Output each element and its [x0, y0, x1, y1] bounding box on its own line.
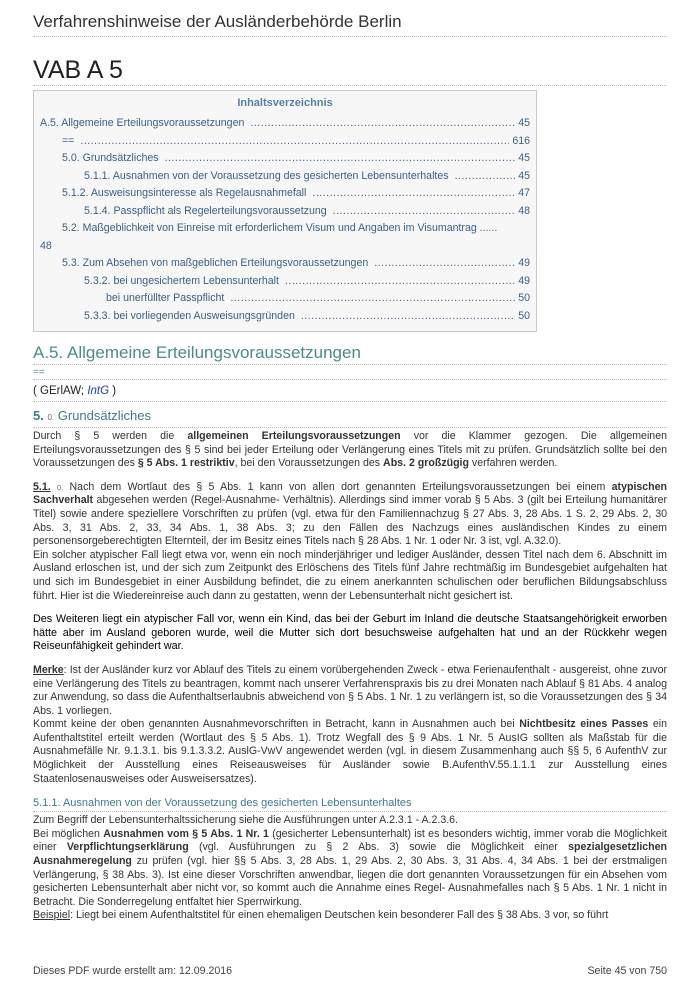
text: , bei den Voraussetzungen des [234, 457, 384, 470]
toc-leader [455, 168, 516, 186]
toc-link-text: 5.1.1. Ausnahmen von der Voraussetzung des gesicherten Lebensunterhaltes [84, 169, 449, 182]
paragraph-number: 5.1. [33, 480, 51, 493]
page-title: VAB A 5 [33, 56, 123, 84]
toc-leader [312, 185, 515, 203]
toc-page: 45 [518, 117, 530, 129]
toc-link-text: A.5. Allgemeine Erteilungsvoraussetzungen [40, 117, 245, 129]
text: (gesicherter Lebensunterhalt) ist es besonders wichtig, immer vorab die Möglichkeit einer [33, 827, 667, 854]
paragraph-5-1 [33, 481, 667, 549]
toc-link-5-3[interactable] [40, 255, 530, 273]
toc-link-text: bei unerfüllter Passpflicht [106, 292, 225, 304]
subheading-title: Grundsätzliches [57, 408, 151, 423]
document-header: Verfahrenshinweise der Ausländerbehörde Berlin [33, 12, 402, 31]
title-divider [33, 85, 667, 86]
toc-link-5-1-2[interactable] [40, 185, 530, 203]
toc-page: 45 [518, 169, 530, 182]
text: Kommt keine der oben genannten Ausnahmevorschriften in Betracht, kann in Ausnahmen auch bei [33, 718, 520, 731]
text-bold: Verpflichtungserklärung [66, 841, 189, 854]
toc-page: 47 [518, 187, 530, 199]
table-of-contents [33, 90, 537, 332]
text: Nach dem Wortlaut des § 5 Abs. 1 kann von allen dort genannten Erteilungsvoraussetzungen bei einem [63, 480, 612, 493]
toc-link-text: 5.0. Grundsätzliches [62, 152, 159, 164]
toc-link-text: 5.1.4. Passpflicht als Regelerteilungsvoraussetzung [84, 204, 327, 217]
text-bold: § 5 Abs. 1 restriktiv [137, 457, 235, 470]
toc-link-5-1-4[interactable] [40, 203, 530, 221]
paragraph-atypical-case: Ein solcher atypischer Fall liegt etwa vor, wenn ein noch minderjähriger und lediger Ausländer, dessen Titel nach dem 6. Abschnitt im Ausland erloschen ist, und der sich zum Zeitpunkt des Erlöschens des Titels fünf Jahre rechtmäßig im Bundesgebiet aufgehalten hat und sich im Bundesgebiet in einer Ausbildung befindet, die zu einem anerkannten schulischen oder beruflichen Bildungsabschluss führt. Hier ist die Wiedereinreise auch dann zu gestatten, wenn der Lebensunterhalt nicht gesichert ist. [33, 548, 667, 602]
toc-link-text: 5.1.2. Ausweisungsinteresse als Regelausnahmefall [62, 187, 307, 199]
text: zu prüfen (vgl. hier §§ 5 Abs. 3, 28 Abs. 1, 29 Abs. 2, 30 Abs. 3, 31 Abs. 4, 34 Abs. 1 bei der erstmaligen Verlängerung, § 38 Abs. 3). Ist eine dieser Vorschriften anwendbar, liegen die dort genannten Voraussetzungen für ein Absehen vom gesicherten Lebensunterhalt aber nicht vor, so kommt auch die Annahme eines Regel- Ausnahmefalles nach § 5 Abs. 1 Nr. 1 nicht in Betracht. Die Sonderregelung entfaltet hier Sperrwirkung. [33, 855, 667, 908]
toc-page: 50 [518, 292, 530, 304]
paragraph-exceptions [33, 828, 667, 910]
footer-page-number: Seite 45 von 750 [587, 965, 667, 977]
subheading-small-number: 0. [47, 413, 55, 422]
text-bold: allgemeinen Erteilungsvoraussetzungen [187, 430, 401, 442]
text-bold: Nichtbesitz eines Passes [519, 718, 649, 731]
toc-leader [250, 115, 515, 133]
toc-title: Inhaltsverzeichnis [237, 97, 333, 109]
toc-leader [374, 255, 515, 273]
toc-leader [230, 290, 515, 308]
text: vor die Klammer gezogen. Die allgemeinen Erteilungsvoraussetzungen des § 5 sind bei jeder Erteilung oder Verlängerung eines Titels mit zu prüfen. Grundsätzlich sollte bei den Voraussetzungen des [33, 430, 667, 470]
toc-link-text: 5.3. Zum Absehen von maßgeblichen Erteilungsvoraussetzungen [62, 257, 369, 269]
paragraph-intro [33, 430, 667, 471]
eq-divider [33, 379, 667, 380]
toc-page: 49 [518, 257, 530, 269]
page-footer [33, 965, 667, 977]
text: : Ist der Ausländer kurz vor Ablauf des Titels zu einem vorübergehenden Zweck - etwa Ferienaufenthalt - ausgereist, ohne zuvor eine Verlängerung des Titels zu beantragen, kommt nach unserer Verfahrenspraxis bis zu drei Monaten nach Ablauf § 81 Abs. 4 analog zur Anwendung, so dass die Aufenthaltserlaubnis abweichend von § 5 Abs. 1 Nr. 1 zu verlängern ist, so die Voraussetzungen des § 34 Abs. 1 vorliegen. [33, 663, 667, 717]
text: (vgl. Ausführungen zu § 2 Abs. 3) sowie die Möglichkeit einer [188, 841, 569, 854]
intg-link[interactable]: IntG [87, 385, 110, 397]
toc-page: 616 [512, 134, 530, 147]
header-divider [33, 36, 667, 37]
text: Bei möglichen [33, 827, 104, 840]
toc-leader [165, 150, 516, 168]
toc-page: 48 [40, 239, 52, 252]
text: abgesehen werden (Regel-Ausnahme- Verhältnis). Allerdings sind immer vorab § 5 Abs. 3 (gilt bei Erteilung humanitärer Titel) sowie andere speziellere Vorschriften zu prüfen (vgl. etwa für den Familiennachzug § 27 Abs. 3, 28 Abs. 1 S. 2, 29 Abs. 2, 30 Abs. 3, 31 Abs. 2, 33, 34 Abs. 1, 38 Abs. 3; zu den Fällen des Nachzugs eines ausländischen Kindes zu einem personensorgeberechtigten Elternteil, der im Besitz eines Titels nach § 28 Abs. 1 Nr. 1 oder Nr. 3 ist, vgl. A.32.0). [33, 494, 667, 548]
paragraph-birth-case: Des Weiteren liegt ein atypischer Fall vor, wenn ein Kind, das bei der Geburt im Inland die deutsche Staatsangehörigkeit erworben hätte aber im Ausland geboren wurde, weil die Mutter sich dort besuchsweise aufgehalten hat und an der Rückkehr wegen Reiseunfähigkeit gehindert war. [33, 613, 667, 653]
text-bold: atypischen Sachverhalt [33, 480, 667, 507]
toc-link-a5[interactable] [40, 115, 530, 133]
paragraph-small-number: 0. [56, 482, 64, 492]
toc-leader [285, 273, 515, 291]
section-heading: A.5. Allgemeine Erteilungsvoraussetzungen [33, 343, 361, 362]
toc-page: 48 [518, 204, 530, 217]
toc-link-text: == [62, 134, 75, 147]
toc-page: 50 [518, 309, 530, 322]
subheading-number: 5. [33, 408, 44, 423]
subheading-5-1-1: 5.1.1. Ausnahmen von der Voraussetzung des gesicherten Lebensunterhaltes [33, 797, 412, 810]
toc-page: 49 [518, 274, 530, 287]
toc-leader [333, 203, 516, 221]
text: Durch § 5 werden die [33, 430, 188, 442]
toc-link-5-3-2[interactable] [40, 273, 530, 291]
paragraph-merke [33, 664, 667, 718]
paragraph-lebensunterhalt: Zum Begriff der Lebensunterhaltssicherung siehe die Ausführungen unter A.2.3.1 - A.2.3.6. [33, 814, 459, 827]
citation-open: ( GErlAW; [33, 385, 88, 397]
toc-link-5-1-1[interactable] [40, 168, 530, 186]
toc-link-5-3-3[interactable] [40, 308, 530, 326]
toc-link-text: 5.2. Maßgeblichkeit von Einreise mit erforderlichem Visum und Angaben im Visumantrag ...... [62, 222, 498, 234]
cite-divider [33, 401, 667, 402]
paragraph-passport [33, 718, 667, 786]
document-page [33, 0, 667, 923]
toc-link-5-0[interactable] [40, 150, 530, 168]
text-bold: spezialgesetzlichen Ausnahmeregelung [33, 841, 667, 868]
toc-leader [80, 133, 509, 151]
citation-close: ) [109, 385, 117, 397]
text: ein Aufenthaltstitel erteilt werden (Wortlaut des § 5 Abs. 1). Trotz Wegfall des § 9 Abs. 1 Nr. 5 AusIG sollten als Maßstab für die Ausnahmefälle Nr. 9.1.3.1. bis 9.1.3.3.2. AuslG-VwV angewendet werden (vgl. in diesem Zusammenhang auch §§ 5, 6 AufenthV zur Möglichkeit der Ausstellung eines Reiseausweises für Ausländer sowie B.AufenthV.55.1.1.1 zur Ausstellung eines Staatenlosenausweises oder Ausweisersatzes). [33, 718, 667, 785]
toc-leader [301, 308, 515, 326]
text-bold: Ausnahmen vom § 5 Abs. 1 Nr. 1 [103, 827, 269, 840]
citation [33, 384, 667, 398]
footer-created: Dieses PDF wurde erstellt am: 12.09.2016 [33, 965, 233, 977]
toc-link-passpflicht[interactable] [40, 290, 530, 308]
equals-marker: == [33, 367, 45, 378]
text: : Liegt bei einem Aufenthaltstitel für einen ehemaligen Deutschen kein besonderer Fall des § 38 Abs. 3 vor, so führt [70, 909, 609, 922]
section-divider [33, 364, 667, 365]
subheading-divider [33, 811, 667, 812]
toc-link-eq[interactable] [40, 133, 530, 151]
beispiel-label: Beispiel [33, 909, 71, 922]
merke-label: Merke [33, 663, 64, 676]
text-bold: Abs. 2 großzügig [383, 457, 469, 470]
subheading-5-0 [33, 408, 667, 426]
toc-link-text: 5.3.3. bei vorliegenden Ausweisungsgründen [84, 309, 295, 322]
toc-link-text: 5.3.2. bei ungesichertem Lebensunterhalt [84, 274, 279, 287]
paragraph-beispiel [33, 909, 667, 923]
toc-link-5-2[interactable] [40, 220, 530, 255]
subheading-divider [33, 427, 667, 428]
toc-page: 45 [518, 152, 530, 164]
text: verfahren werden. [468, 457, 558, 470]
